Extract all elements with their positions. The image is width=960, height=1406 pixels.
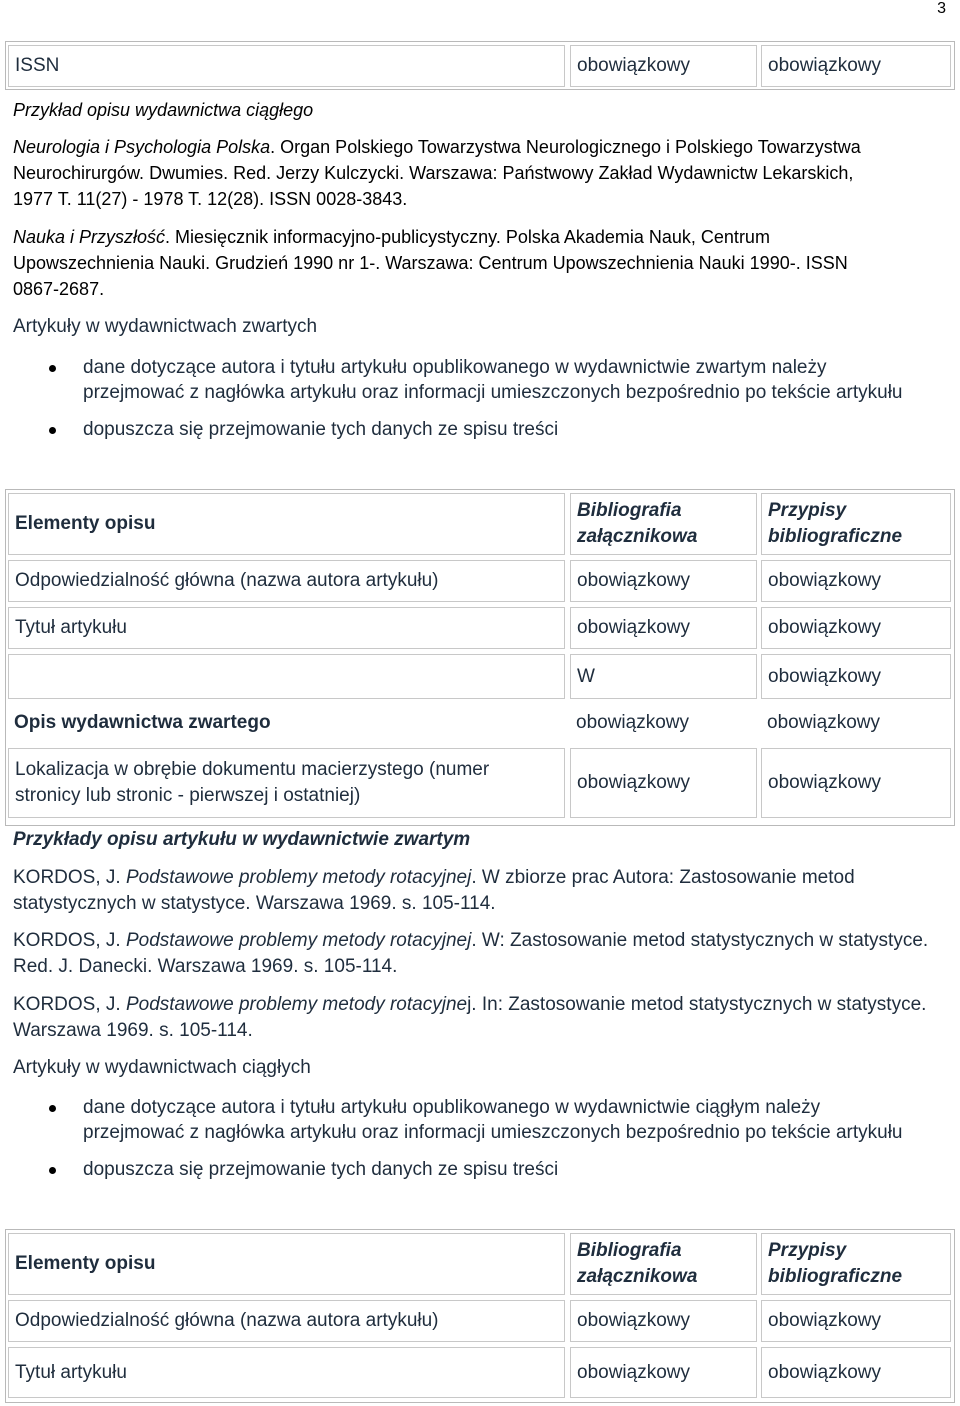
table1-row1-col2 <box>570 560 757 602</box>
serial-entry2-title: Nauka i Przyszłość <box>13 227 166 247</box>
table2-header-bibliografia <box>570 1233 757 1295</box>
ex3-rest: j. In: Zastosowanie metod statystycznych w statystyce. <box>467 994 927 1015</box>
serial-entry2-line1 <box>13 224 770 250</box>
bullet-icon <box>49 427 56 434</box>
table2-row1-col1 <box>8 1300 565 1342</box>
ex2-title: Podstawowe problemy metody rotacyjnej <box>125 930 472 951</box>
cell-text: obowiązkowy <box>767 712 880 733</box>
table2-row1-col3 <box>761 1300 951 1342</box>
cell-text: obowiązkowy <box>577 617 690 638</box>
ex2-author: KORDOS, J. <box>13 930 126 951</box>
cell-text: Tytuł artykułu <box>15 617 127 638</box>
table1-header-col1: Elementy opisu <box>15 513 156 534</box>
issn-label-cell <box>8 45 565 87</box>
table1-row3-col1 <box>8 654 565 699</box>
table2-header-col1: Elementy opisu <box>15 1253 156 1274</box>
cell-text: obowiązkowy <box>577 1361 690 1383</box>
compound-ex3-line2: Warszawa 1969. s. 105-114. <box>13 1020 253 1041</box>
serial-entry2-line2: Upowszechnienia Nauki. Grudzień 1990 nr 1-. Warszawa: Centrum Upowszechnienia Nauki 1990-. ISSN <box>13 253 848 273</box>
table1-row3-col3 <box>761 654 951 699</box>
table1-row3-col2 <box>570 654 757 699</box>
table1-header-col2-l2: załącznikowa <box>577 526 698 547</box>
table1-row5-col1 <box>8 748 565 818</box>
serial-entry1-line3: 1977 T. 11(27) - 1978 T. 12(28). ISSN 0028-3843. <box>13 189 408 209</box>
serial-entry1-line2: Neurochirurgów. Dwumies. Red. Jerzy Kulczycki. Warszawa: Państwowy Zakład Wydawnictw Lekarskich, <box>13 163 854 183</box>
table2-row2-col2 <box>570 1347 757 1398</box>
table1-header-col3-l1: Przypisy <box>768 500 847 521</box>
ex3-title: Podstawowe problemy metody rotacyjne <box>125 994 468 1015</box>
cell-text: obowiązkowy <box>577 772 690 793</box>
serial-example-heading: Przykład opisu wydawnictwa ciągłego <box>13 100 314 120</box>
cell-text: Odpowiedzialność główna (nazwa autora artykułu) <box>15 570 439 591</box>
issn-col3-cell <box>761 45 951 87</box>
table1-header-col3-l2: bibliograficzne <box>768 526 903 547</box>
cell-text: obowiązkowy <box>768 772 881 793</box>
serial-bullet2: dopuszcza się przejmowanie tych danych ze spisu treści <box>83 1159 559 1180</box>
ex1-author: KORDOS, J. <box>13 867 126 888</box>
cell-text: obowiązkowy <box>577 1310 690 1331</box>
ex3-author: KORDOS, J. <box>13 994 126 1015</box>
cell-text: obowiązkowy <box>576 712 689 733</box>
cell-text: obowiązkowy <box>768 665 881 687</box>
table1-header-col2-l1: Bibliografia <box>577 500 682 521</box>
table1-row2-col2 <box>570 607 757 649</box>
table1-row5-col3 <box>761 748 951 818</box>
compound-bullet1-line1: dane dotyczące autora i tytułu artykułu opublikowanego w wydawnictwie zwartym należy <box>83 357 827 378</box>
table1-row2-col3 <box>761 607 951 649</box>
cell-text: stronicy lub stronic - pierwszej i ostatniej) <box>15 785 361 806</box>
ex2-rest: . W: Zastosowanie metod statystycznych w statystyce. <box>471 930 929 951</box>
table1-row2-col1 <box>8 607 565 649</box>
serial-bullet1-line1: dane dotyczące autora i tytułu artykułu opublikowanego w wydawnictwie ciągłym należy <box>83 1097 821 1118</box>
table2-row2-col1 <box>8 1347 565 1398</box>
serial-entry1-rest: . Organ Polskiego Towarzystwa Neurologicznego i Polskiego Towarzystwa <box>270 137 861 157</box>
compound-ex1-line2: statystycznych w statystyce. Warszawa 1969. s. 105-114. <box>13 893 496 914</box>
table1-header-elements <box>8 493 565 555</box>
table2-header-col3-l2: bibliograficzne <box>768 1266 903 1287</box>
table2-header-elements <box>8 1233 565 1295</box>
table2-row1-col2 <box>570 1300 757 1342</box>
cell-text: W <box>577 665 595 687</box>
bullet-icon <box>49 1167 56 1174</box>
serial-entry2-rest: . Miesięcznik informacyjno-publicystyczny. Polska Akademia Nauk, Centrum <box>165 227 770 247</box>
ex1-rest: . W zbiorze prac Autora: Zastosowanie metod <box>471 867 855 888</box>
serial-section-heading: Artykuły w wydawnictwach ciągłych <box>13 1057 311 1078</box>
compound-ex2-line1 <box>13 928 928 954</box>
serial-entry2-line3: 0867-2687. <box>13 279 105 299</box>
issn-col3: obowiązkowy <box>768 55 881 76</box>
table1-header-przypisy <box>761 493 951 555</box>
serial-entry1-title: Neurologia i Psychologia Polska <box>13 137 271 157</box>
cell-text: obowiązkowy <box>768 617 881 638</box>
cell-text: obowiązkowy <box>768 1361 881 1383</box>
table2-header-col3-l1: Przypisy <box>768 1240 847 1261</box>
table2-header-col2-l2: załącznikowa <box>577 1266 698 1287</box>
cell-text: Odpowiedzialność główna (nazwa autora artykułu) <box>15 1310 439 1331</box>
cell-text: obowiązkowy <box>768 1310 881 1331</box>
compound-bullet2: dopuszcza się przejmowanie tych danych ze spisu treści <box>83 419 559 440</box>
compound-ex2-line2: Red. J. Danecki. Warszawa 1969. s. 105-114. <box>13 956 398 977</box>
cell-text: Lokalizacja w obrębie dokumentu macierzystego (numer <box>15 759 490 780</box>
serial-entry1-line1 <box>13 134 861 160</box>
cell-text: Opis wydawnictwa zwartego <box>14 712 271 733</box>
table1-header-bibliografia <box>570 493 757 555</box>
cell-text: obowiązkowy <box>768 570 881 591</box>
table1-row4-col2 <box>570 704 757 742</box>
table1-row4-col3 <box>761 704 951 742</box>
bullet-icon <box>49 1105 56 1112</box>
issn-col2: obowiązkowy <box>577 55 690 76</box>
ex1-title: Podstawowe problemy metody rotacyjnej <box>125 867 472 888</box>
compound-ex3-line1 <box>13 992 926 1018</box>
table2-header-col2-l1: Bibliografia <box>577 1240 682 1261</box>
page-number: 3 <box>937 0 946 17</box>
serial-bullet1-line2: przejmować z nagłówka artykułu oraz informacji umieszczonych bezpośrednio po tekście artykułu <box>83 1122 903 1143</box>
bullet-icon <box>49 365 56 372</box>
table1-row1-col1 <box>8 560 565 602</box>
cell-text: obowiązkowy <box>577 570 690 591</box>
table1-row4-col1 <box>8 704 565 742</box>
compound-ex1-line1 <box>13 865 855 891</box>
issn-col2-cell <box>570 45 757 87</box>
cell-text: Tytuł artykułu <box>15 1361 127 1383</box>
table1-row5-col2 <box>570 748 757 818</box>
issn-label: ISSN <box>15 55 60 76</box>
table1-row1-col3 <box>761 560 951 602</box>
compound-section-heading: Artykuły w wydawnictwach zwartych <box>13 316 318 337</box>
compound-examples-heading: Przykłady opisu artykułu w wydawnictwie zwartym <box>13 829 471 850</box>
table2-header-przypisy <box>761 1233 951 1295</box>
compound-bullet1-line2: przejmować z nagłówka artykułu oraz informacji umieszczonych bezpośrednio po tekście artykułu <box>83 382 903 403</box>
table2-row2-col3 <box>761 1347 951 1398</box>
